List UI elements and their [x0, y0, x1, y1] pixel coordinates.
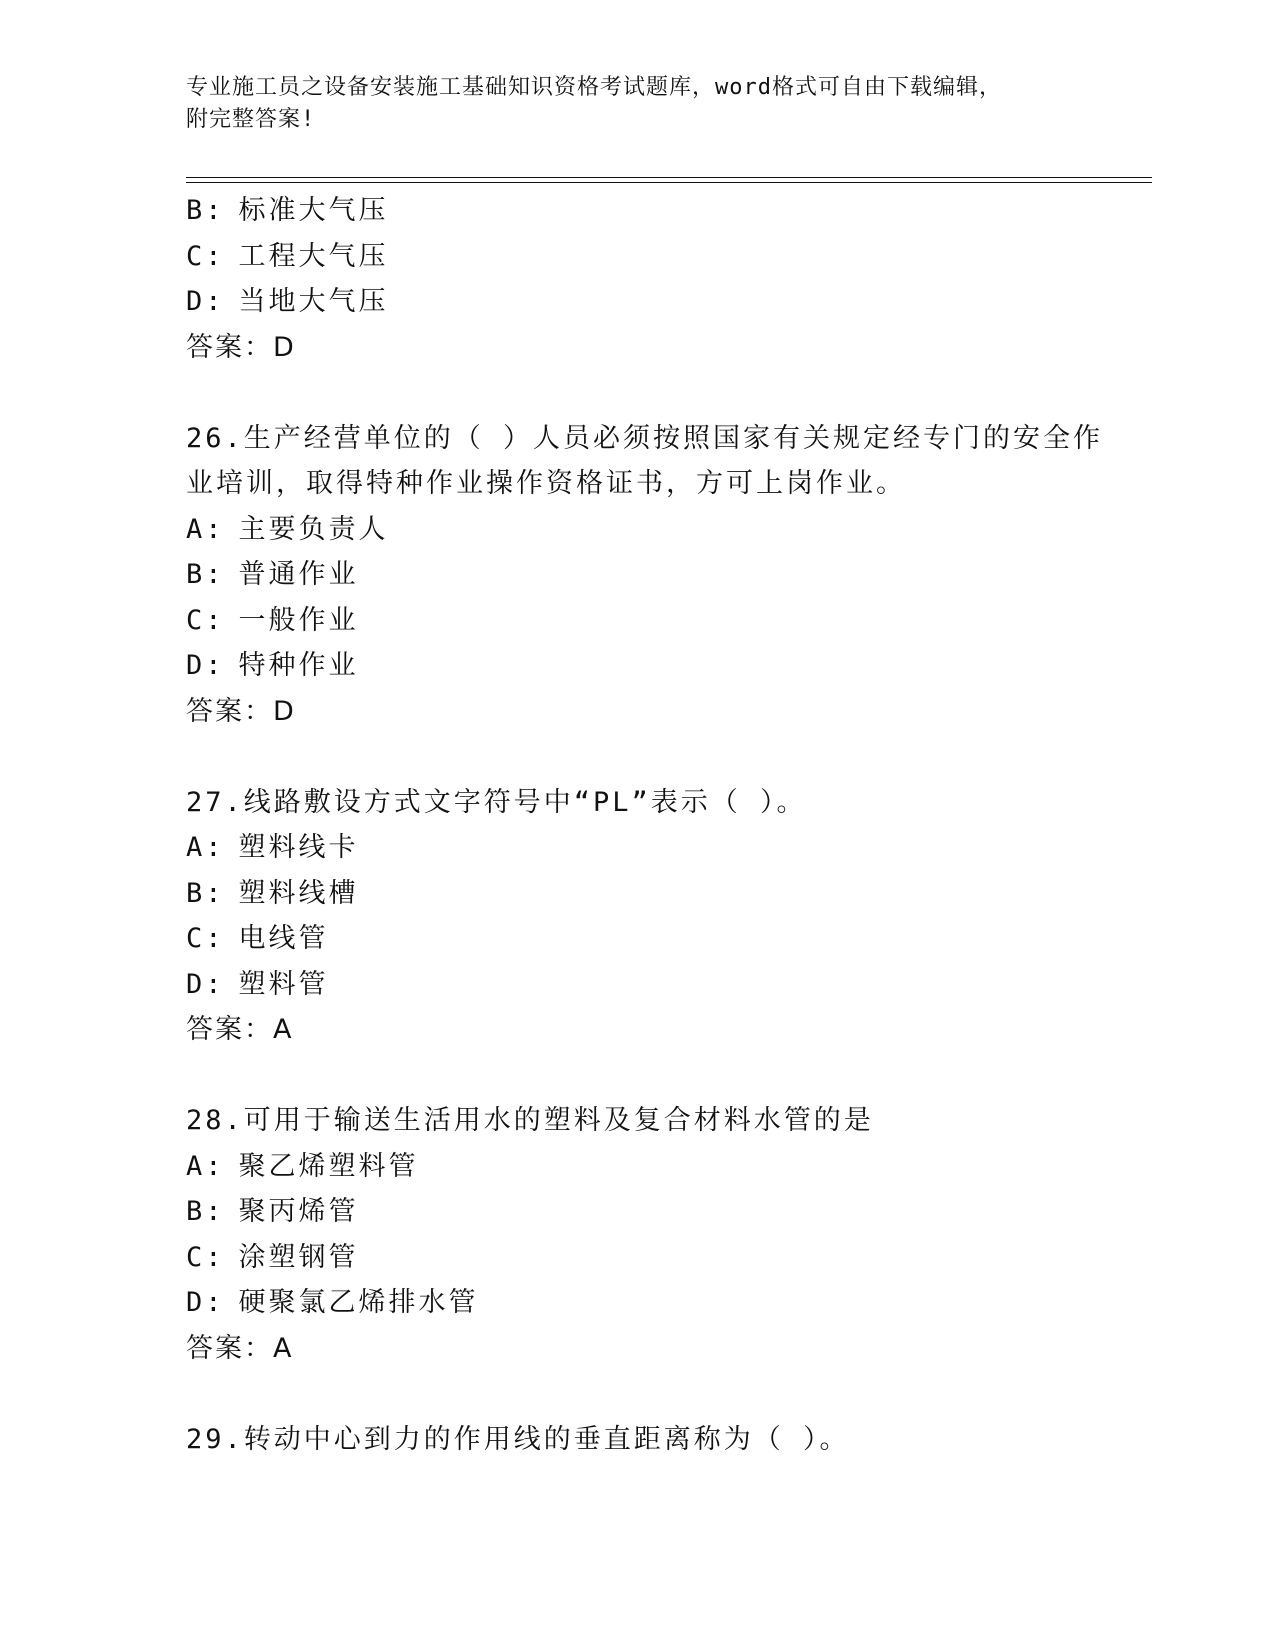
option-d: D: 当地大气压	[186, 286, 389, 317]
option-b: B: 普通作业	[186, 559, 359, 590]
spacer	[186, 1053, 1152, 1099]
option-b: B: 标准大气压	[186, 195, 389, 226]
spacer	[186, 734, 1152, 780]
question-26	[186, 416, 1152, 735]
question-27	[186, 780, 1152, 1053]
question-continuation	[186, 188, 1152, 370]
question-stem: 业培训，取得特种作业操作资格证书，方可上岗作业。	[186, 468, 906, 499]
header-rule-top	[186, 177, 1152, 178]
option-d: D: 塑料管	[186, 968, 329, 1000]
option-c: C: 电线管	[186, 923, 329, 954]
option-c: C: 一般作业	[186, 604, 359, 636]
option-d: D: 硬聚氯乙烯排水管	[186, 1287, 479, 1318]
spacer	[186, 370, 1152, 416]
option-c: C: 涂塑钢管	[186, 1241, 359, 1273]
question-stem: 29.转动中心到力的作用线的垂直距离称为（ ）。	[186, 1423, 850, 1455]
option-c: C: 工程大气压	[186, 240, 389, 272]
option-d: D: 特种作业	[186, 650, 359, 681]
document-header	[186, 72, 1066, 136]
question-28	[186, 1098, 1152, 1371]
option-b: B: 聚丙烯管	[186, 1196, 359, 1227]
answer: 答案：A	[186, 1014, 294, 1045]
question-stem: 28.可用于输送生活用水的塑料及复合材料水管的是	[186, 1105, 874, 1136]
header-rule-bottom	[186, 182, 1152, 183]
spacer	[186, 1371, 1152, 1417]
answer: 答案：A	[186, 1332, 294, 1364]
question-stem: 26.生产经营单位的（ ）人员必须按照国家有关规定经专门的安全作	[186, 422, 1104, 454]
question-29	[186, 1417, 1152, 1463]
header-line-1: 专业施工员之设备安装施工基础知识资格考试题库，word格式可自由下载编辑，	[186, 75, 1002, 100]
option-a: A: 聚乙烯塑料管	[186, 1150, 419, 1182]
option-b: B: 塑料线槽	[186, 877, 359, 909]
option-a: A: 主要负责人	[186, 513, 389, 545]
answer: 答案：D	[186, 331, 296, 363]
question-stem: 27.线路敷设方式文字符号中“PL”表示（ ）。	[186, 786, 807, 818]
option-a: A: 塑料线卡	[186, 832, 359, 863]
answer: 答案：D	[186, 695, 296, 727]
document-body	[186, 188, 1152, 1462]
header-line-2: 附完整答案!	[186, 107, 316, 132]
